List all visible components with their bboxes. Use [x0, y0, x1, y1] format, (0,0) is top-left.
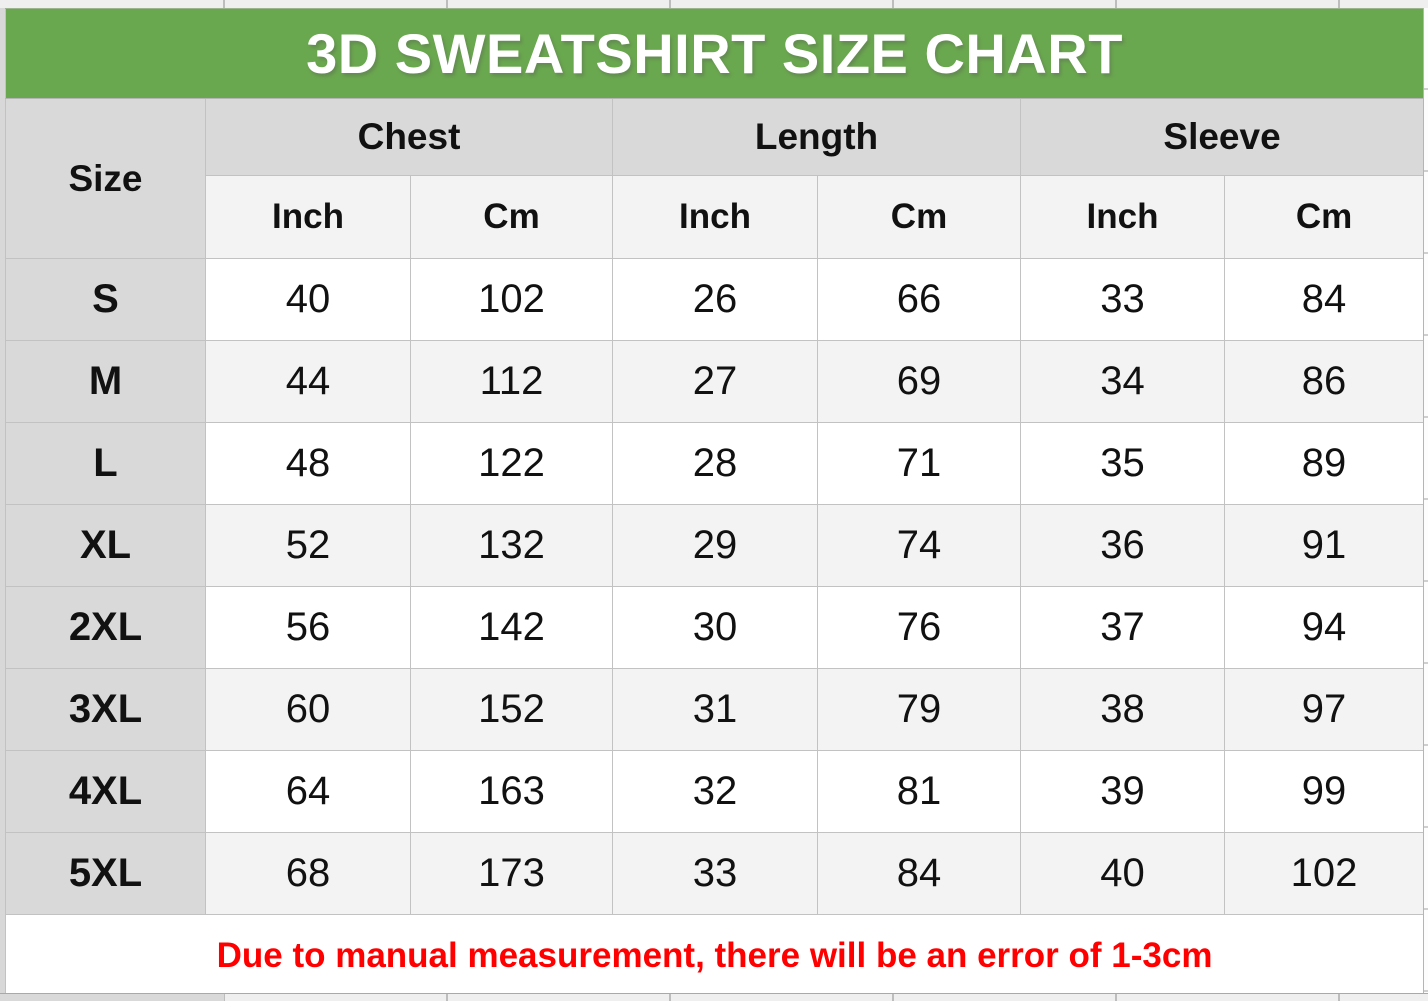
size-label: 4XL [6, 751, 206, 833]
cell-length-inch: 26 [613, 259, 818, 341]
sub-header-row [6, 176, 1424, 259]
cell-chest-inch: 40 [206, 259, 411, 341]
cell-sleeve-inch: 37 [1021, 587, 1225, 669]
cell-chest-inch: 60 [206, 669, 411, 751]
cell-length-cm: 81 [818, 751, 1021, 833]
size-label: S [6, 259, 206, 341]
cell-chest-inch: 56 [206, 587, 411, 669]
cell-sleeve-cm: 97 [1225, 669, 1424, 751]
cell-sleeve-cm: 86 [1225, 341, 1424, 423]
subheader-sleeve-cm: Cm [1225, 176, 1424, 259]
table-row-2xl [6, 587, 1424, 669]
size-label: M [6, 341, 206, 423]
size-label: 5XL [6, 833, 206, 915]
size-label: 3XL [6, 669, 206, 751]
cell-length-cm: 71 [818, 423, 1021, 505]
spreadsheet-edge-top [0, 0, 1428, 8]
table-row-m [6, 341, 1424, 423]
cell-length-cm: 84 [818, 833, 1021, 915]
size-label: XL [6, 505, 206, 587]
header-length: Length [613, 99, 1021, 176]
cell-length-inch: 32 [613, 751, 818, 833]
table-row-3xl [6, 669, 1424, 751]
cell-chest-cm: 173 [411, 833, 613, 915]
cell-sleeve-inch: 33 [1021, 259, 1225, 341]
cell-sleeve-cm: 91 [1225, 505, 1424, 587]
table-row-s [6, 259, 1424, 341]
cell-sleeve-inch: 35 [1021, 423, 1225, 505]
cell-length-inch: 28 [613, 423, 818, 505]
cell-length-cm: 69 [818, 341, 1021, 423]
subheader-chest-cm: Cm [411, 176, 613, 259]
cell-sleeve-cm: 84 [1225, 259, 1424, 341]
cell-sleeve-cm: 94 [1225, 587, 1424, 669]
cell-chest-cm: 122 [411, 423, 613, 505]
cell-sleeve-inch: 36 [1021, 505, 1225, 587]
cell-chest-inch: 44 [206, 341, 411, 423]
cell-length-inch: 31 [613, 669, 818, 751]
subheader-sleeve-inch: Inch [1021, 176, 1225, 259]
chart-title: 3D SWEATSHIRT SIZE CHART [6, 9, 1424, 99]
header-sleeve: Sleeve [1021, 99, 1424, 176]
cell-sleeve-inch: 38 [1021, 669, 1225, 751]
cell-sleeve-cm: 89 [1225, 423, 1424, 505]
subheader-chest-inch: Inch [206, 176, 411, 259]
cell-length-inch: 30 [613, 587, 818, 669]
cell-length-inch: 27 [613, 341, 818, 423]
cell-length-cm: 74 [818, 505, 1021, 587]
table-row-xl [6, 505, 1424, 587]
size-label: 2XL [6, 587, 206, 669]
group-header-row [6, 99, 1424, 176]
cell-chest-inch: 68 [206, 833, 411, 915]
cell-chest-cm: 152 [411, 669, 613, 751]
subheader-length-inch: Inch [613, 176, 818, 259]
cell-length-inch: 33 [613, 833, 818, 915]
cell-chest-cm: 112 [411, 341, 613, 423]
cell-sleeve-inch: 39 [1021, 751, 1225, 833]
note-row [6, 915, 1424, 998]
cell-sleeve-cm: 102 [1225, 833, 1424, 915]
cell-length-inch: 29 [613, 505, 818, 587]
header-size: Size [6, 99, 206, 259]
measurement-note: Due to manual measurement, there will be an error of 1-3cm [6, 915, 1424, 998]
cell-chest-inch: 48 [206, 423, 411, 505]
cell-chest-inch: 64 [206, 751, 411, 833]
size-table [5, 8, 1424, 998]
cell-sleeve-inch: 34 [1021, 341, 1225, 423]
cell-chest-cm: 163 [411, 751, 613, 833]
cell-chest-cm: 142 [411, 587, 613, 669]
title-bar [6, 9, 1424, 99]
cell-length-cm: 79 [818, 669, 1021, 751]
cell-chest-inch: 52 [206, 505, 411, 587]
cell-sleeve-cm: 99 [1225, 751, 1424, 833]
spreadsheet-edge-right [1423, 8, 1428, 993]
cell-length-cm: 66 [818, 259, 1021, 341]
subheader-length-cm: Cm [818, 176, 1021, 259]
cell-sleeve-inch: 40 [1021, 833, 1225, 915]
cell-chest-cm: 102 [411, 259, 613, 341]
table-row-l [6, 423, 1424, 505]
cell-chest-cm: 132 [411, 505, 613, 587]
cell-length-cm: 76 [818, 587, 1021, 669]
table-row-5xl [6, 833, 1424, 915]
size-label: L [6, 423, 206, 505]
table-row-4xl [6, 751, 1424, 833]
header-chest: Chest [206, 99, 613, 176]
spreadsheet-edge-left [0, 8, 5, 993]
